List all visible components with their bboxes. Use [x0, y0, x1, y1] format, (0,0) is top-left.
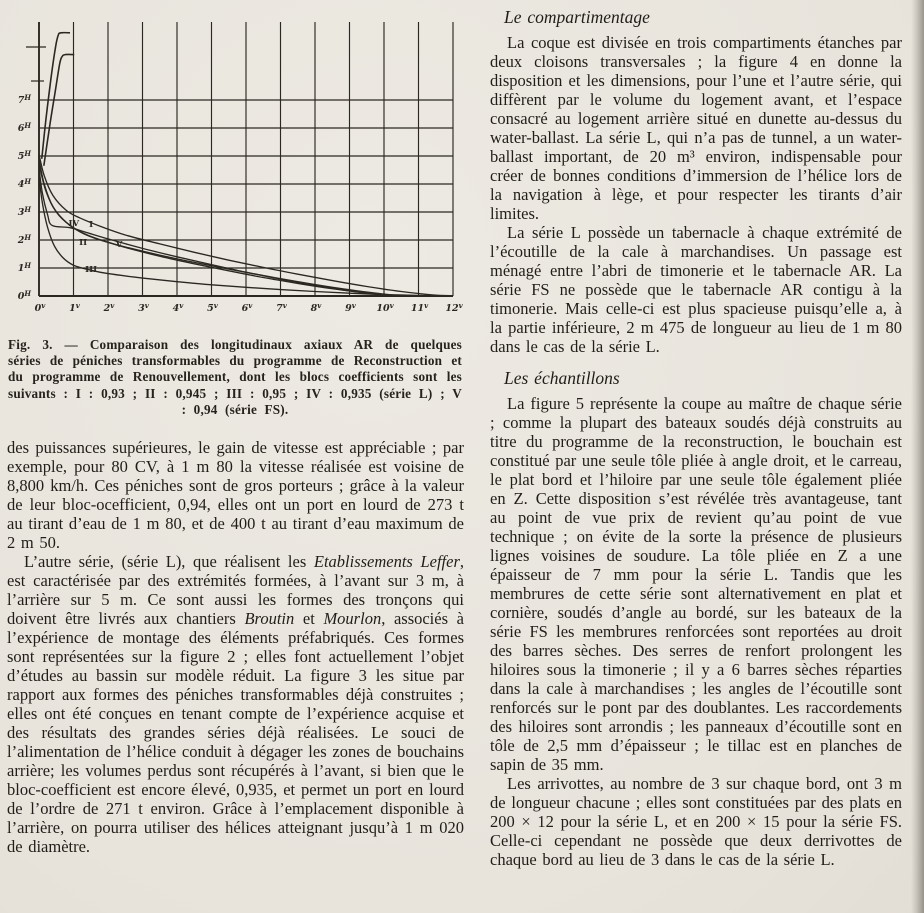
svg-text:7v: 7$^v$ [276, 301, 287, 314]
svg-text:2v: 2$^v$ [103, 301, 115, 314]
svg-text:III: III [85, 264, 98, 275]
paragraph: L’autre série, (série L), que réalisent les Etablissements Leffer, est caractérisée par des extrémités formées, à l’avant sur 3 m, à l’arrière sur 5 m. Ce sont aussi les formes des tronçons qui doivent être livrés aux chantiers Broutin et Mourlon, associés à l’expérience de montage des éléments préfabriqués. Ces formes sont représentées sur la figure 2 ; elles font actuellement l’objet d’études au bassin sur modèle réduit. La figure 3 les situe par rapport aux formes des péniches transformables déjà construites ; elles ont été conçues en tenant compte de l’expérience acquise et des résultats des grandes séries déjà réalisées. Le souci de l’alimentation de l’hélice conduit à dégager les zones de bouchains arrière; les volumes perdus sont récupérés à l’avant, si bien que le bloc-coefficient est encore élevé, 0,935, et permet un port en lourd de l’ordre de 271 t environ. Grâce à l’emplacement disponible à l’arrière, on pourra utiliser des hélices atteignant jusqu’à 1 m 020 de diamètre. [7, 552, 464, 857]
svg-text:11v: 11$^v$ [410, 301, 429, 314]
paragraph: La figure 5 représente la coupe au maître de chaque série ; comme la plupart des bateaux soudés déjà construits au titre du programme de la reconstruction, le bouchain est constitué par une seule tôle pliée à angle droit, et le carreau, le plat bord et l’hiloire par une seule tôle également pliée en Z. Cette disposition s’est révélée très avantageuse, tant au point de vue prix de revient qu’au point de vue technique ; on évite de la sorte la présence de plusieurs lignes voisines de soudure. La tôle pliée en Z a une épaisseur de 7 mm pour la série L. Tandis que les membrures de cette série sont alternativement en plat et cornière, soudés d’angle au bordé, sur les bateaux de la série FS les membrures renforcées sont reportées au droit des barres sèches. Des serres de renfort prolongent les hiloires sous la timonerie ; il y a 6 barres sèches réparties dans la cale à marchandises ; les angles de l’écoutille sont renforcés sur le pont par des doublantes. Les raccordements des hiloires sont arrondis ; les panneaux d’écoutille sont en tôle de 2,5 mm d’épaisseur ; le tillac est en planches de sapin de 35 mm. [490, 394, 902, 774]
svg-text:5v: 5$^v$ [207, 301, 218, 314]
svg-text:8v: 8$^v$ [310, 301, 322, 314]
fig3-line-chart [6, 4, 466, 322]
svg-text:6v: 6$^v$ [241, 301, 253, 314]
svg-text:IV: IV [68, 219, 80, 229]
svg-text:0v: 0$^v$ [34, 301, 46, 314]
svg-text:7H: $7^H$ [17, 93, 31, 106]
svg-text:0H: $0^H$ [17, 289, 31, 302]
svg-text:5H: $5^H$ [17, 149, 31, 162]
svg-text:3H: $3^H$ [17, 205, 31, 218]
svg-text:6H: $6^H$ [17, 121, 31, 134]
svg-text:II: II [79, 238, 88, 249]
svg-text:4H: $4^H$ [17, 177, 31, 190]
figure-3 [6, 4, 466, 418]
svg-text:I: I [89, 220, 94, 231]
paragraph: La coque est divisée en trois compartiments étanches par deux cloisons transversales ; la figure 4 en donne la disposition et les dimensions, pour l’une et l’autre série, qui diffèrent par le volume du logement avant, et l’espace consacré au logement arrière situé en dunette au-dessus du water-ballast. La série L, qui n’a pas de tunnel, a un water-ballast important, de 20 m³ environ, indispensable pour créer de bonnes conditions d’immersion de l’hélice lors de la navigation à lège, et pour respecter les tirants d’air limites. [490, 33, 902, 223]
figure-3-caption: Fig. 3. — Comparaison des longitudinaux axiaux AR de quelques séries de péniches transformables du programme de Reconstruction et du programme de Renouvellement, dont les blocs coefficients sont les suivants : I : 0,93 ; II : 0,945 ; III : 0,95 ; IV : 0,935 (série L) ; V : 0,94 (série FS). [8, 337, 462, 417]
section-heading: Le compartimentage [504, 7, 650, 27]
right-column [490, 4, 914, 913]
svg-text:2H: $2^H$ [17, 233, 31, 246]
svg-text:12v: 12$^v$ [445, 301, 463, 314]
paragraph: Les arrivottes, au nombre de 3 sur chaque bord, ont 3 m de longueur chacune ; elles sont constituées par des plats en 200 × 12 pour la série L, et en 200 × 15 pour la série FS. Celle-ci cependant ne possède que deux derrivottes de chaque bord au lieu de 3 dans le cas de la série L. [490, 774, 902, 869]
svg-text:V: V [115, 240, 123, 250]
svg-text:1v: 1$^v$ [69, 301, 80, 314]
svg-text:4v: 4$^v$ [172, 301, 184, 314]
svg-text:1H: $1^H$ [17, 261, 31, 274]
svg-text:9v: 9$^v$ [345, 301, 356, 314]
left-column [6, 4, 466, 913]
paragraph: des puissances supérieures, le gain de vitesse est appréciable ; par exemple, pour 80 CV, à 1 m 80 la vitesse réalisée est voisine de 8,800 km/h. Ces péniches sont de gros porteurs ; grâce à la valeur de leur bloc-ocefficient, 0,94, elles ont un port en lourd de 273 t au tirant d’eau de 1 m 80, et de 400 t au tirant d’eau maximum de 2 m 50. [7, 438, 464, 553]
svg-text:3v: 3$^v$ [138, 301, 149, 314]
section-heading: Les échantillons [504, 368, 620, 388]
left-column-text [6, 438, 466, 856]
svg-text:10v: 10$^v$ [376, 301, 394, 314]
paragraph: La série L possède un tabernacle à chaque extrémité de l’écoutille de la cale à marchandises. Un passage est ménagé entre l’abri de timonerie et le tabernacle AR. La série FS ne possède que le tabernacle AR contigu à la timonerie. Mais celle-ci est plus spacieuse puisqu’elle a, à la partie inférieure, 2 m 475 de longueur au lieu de 1 m 80 dans le cas de la série L. [490, 223, 902, 356]
